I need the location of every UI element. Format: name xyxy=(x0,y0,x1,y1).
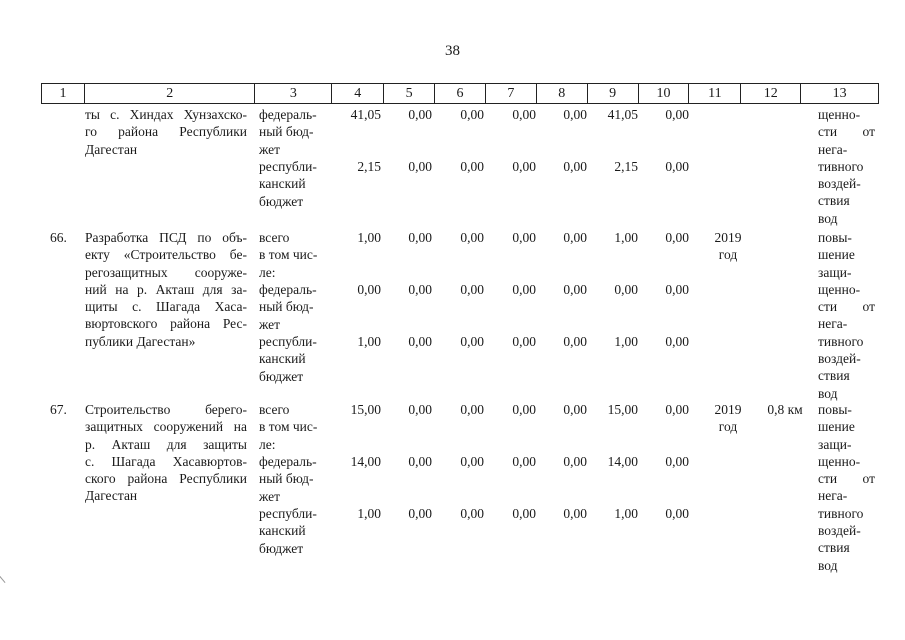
header-col-6: 6 xyxy=(435,84,486,103)
header-col-1: 1 xyxy=(42,84,85,103)
row66-r2-col-5-value: 0,00 xyxy=(408,282,432,297)
cont-r3-col-5-value: 0,00 xyxy=(408,159,432,174)
row67-r3-col-5-value: 0,00 xyxy=(408,506,432,521)
cont-r3-col-8-value: 0,00 xyxy=(563,159,587,174)
row66-r3-col-5-value: 0,00 xyxy=(408,334,432,349)
row66-r1-col-8-value: 0,00 xyxy=(563,230,587,245)
row67-r2-col-8-value: 0,00 xyxy=(563,454,587,469)
row67-r2-col-10-value: 0,00 xyxy=(665,454,689,469)
row66-r2-col-7-value: 0,00 xyxy=(512,282,536,297)
header-col-11: 11 xyxy=(689,84,741,103)
cont-r2-col-8-value: 0,00 xyxy=(563,107,587,122)
cont-r3-col-7-value: 0,00 xyxy=(512,159,536,174)
row-67-source-total: всего в том чис- ле: xyxy=(259,402,318,452)
row66-r2-col-10-value: 0,00 xyxy=(665,282,689,297)
header-col-7: 7 xyxy=(486,84,537,103)
row67-r1-col-9-value: 15,00 xyxy=(607,402,638,417)
row66-r1-col-6-value: 0,00 xyxy=(460,230,484,245)
row67-r2-col-5-value: 0,00 xyxy=(408,454,432,469)
row-66-result: повы- шение защи- щенно- сти от нега- тивного воздей- ствия вод xyxy=(818,230,875,401)
row67-r3-col-9-value: 1,00 xyxy=(614,506,638,521)
row67-r1-col-7-value: 0,00 xyxy=(512,402,536,417)
scan-mark xyxy=(0,567,15,583)
row66-r1-col-10-value: 0,00 xyxy=(665,230,689,245)
row66-r3-col-7-value: 0,00 xyxy=(512,334,536,349)
row66-r3-col-10-value: 0,00 xyxy=(665,334,689,349)
row-67-description: Строительство берего- защитных сооружений на р. Акташ для защиты с. Шагада Хасавюртов- ского района Республики Дагестан xyxy=(85,402,247,504)
row67-r1-col-6-value: 0,00 xyxy=(460,402,484,417)
row-66-year: 2019 год xyxy=(714,230,742,263)
row66-r2-col-9-value: 0,00 xyxy=(614,282,638,297)
cont-r2-col-6-value: 0,00 xyxy=(460,107,484,122)
row-67-year: 2019 год xyxy=(714,402,742,435)
row-67-source-federal: федераль- ный бюд- жет xyxy=(259,454,317,504)
row67-r3-col-7-value: 0,00 xyxy=(512,506,536,521)
row-66-number: 66. xyxy=(50,230,67,245)
cont-r3-col-6-value: 0,00 xyxy=(460,159,484,174)
cont-r2-col-5-value: 0,00 xyxy=(408,107,432,122)
row66-r1-col-5-value: 0,00 xyxy=(408,230,432,245)
header-col-3: 3 xyxy=(255,84,332,103)
row-67-length: 0,8 км xyxy=(767,402,803,417)
row-66-source-total: всего в том чис- ле: xyxy=(259,230,318,280)
row-67-source-republic: республи- канский бюджет xyxy=(259,506,317,556)
header-col-2: 2 xyxy=(85,84,256,103)
row67-r2-col-6-value: 0,00 xyxy=(460,454,484,469)
page-number: 38 xyxy=(445,43,460,59)
row-66-source-federal: федераль- ный бюд- жет xyxy=(259,282,317,332)
header-col-9: 9 xyxy=(588,84,639,103)
row66-r2-col-6-value: 0,00 xyxy=(460,282,484,297)
row66-r3-col-6-value: 0,00 xyxy=(460,334,484,349)
cont-description: ты с. Хиндах Хунзахско- го района Республики Дагестан xyxy=(85,107,247,157)
row67-r2-col-7-value: 0,00 xyxy=(512,454,536,469)
row67-r3-col-4-value: 1,00 xyxy=(357,506,381,521)
row66-r3-col-8-value: 0,00 xyxy=(563,334,587,349)
row-66-description: Разработка ПСД по объ- екту «Строительство бе- регозащитных сооруже- ний на р. Акташ для за- щиты с. Шагада Хаса- вюртовского района Рес- публики Дагестан» xyxy=(85,230,247,349)
row67-r1-col-5-value: 0,00 xyxy=(408,402,432,417)
cont-r3-col-10-value: 0,00 xyxy=(665,159,689,174)
row67-r3-col-10-value: 0,00 xyxy=(665,506,689,521)
cont-r2-col-9-value: 41,05 xyxy=(607,107,638,122)
table-header xyxy=(41,83,879,104)
header-col-13: 13 xyxy=(832,86,847,101)
header-col-5: 5 xyxy=(384,84,435,103)
row67-r1-col-4-value: 15,00 xyxy=(350,402,381,417)
cont-source-republic: республи- канский бюджет xyxy=(259,159,317,209)
row66-r3-col-4-value: 1,00 xyxy=(357,334,381,349)
cont-source-federal: федераль- ный бюд- жет xyxy=(259,107,317,157)
cont-r2-col-4-value: 41,05 xyxy=(350,107,381,122)
header-col-12: 12 xyxy=(741,84,801,103)
row66-r2-col-4-value: 0,00 xyxy=(357,282,381,297)
cont-result: щенно- сти от нега- тивного воздей- ствия вод xyxy=(818,107,875,226)
row-67-result: повы- шение защи- щенно- сти от нега- тивного воздей- ствия вод xyxy=(818,402,875,573)
cont-r2-col-7-value: 0,00 xyxy=(512,107,536,122)
row66-r1-col-4-value: 1,00 xyxy=(357,230,381,245)
row67-r2-col-4-value: 14,00 xyxy=(350,454,381,469)
header-col-4: 4 xyxy=(332,84,384,103)
row66-r2-col-8-value: 0,00 xyxy=(563,282,587,297)
row67-r2-col-9-value: 14,00 xyxy=(607,454,638,469)
row66-r1-col-7-value: 0,00 xyxy=(512,230,536,245)
cont-r3-col-9-value: 2,15 xyxy=(614,159,638,174)
row67-r3-col-6-value: 0,00 xyxy=(460,506,484,521)
header-col-8: 8 xyxy=(537,84,588,103)
row66-r3-col-9-value: 1,00 xyxy=(614,334,638,349)
row-66-source-republic: республи- канский бюджет xyxy=(259,334,317,384)
row-67-number: 67. xyxy=(50,402,67,417)
cont-r3-col-4-value: 2,15 xyxy=(357,159,381,174)
row67-r1-col-8-value: 0,00 xyxy=(563,402,587,417)
row66-r1-col-9-value: 1,00 xyxy=(614,230,638,245)
row67-r3-col-8-value: 0,00 xyxy=(563,506,587,521)
header-col-10: 10 xyxy=(639,84,690,103)
row67-r1-col-10-value: 0,00 xyxy=(665,402,689,417)
cont-r2-col-10-value: 0,00 xyxy=(665,107,689,122)
